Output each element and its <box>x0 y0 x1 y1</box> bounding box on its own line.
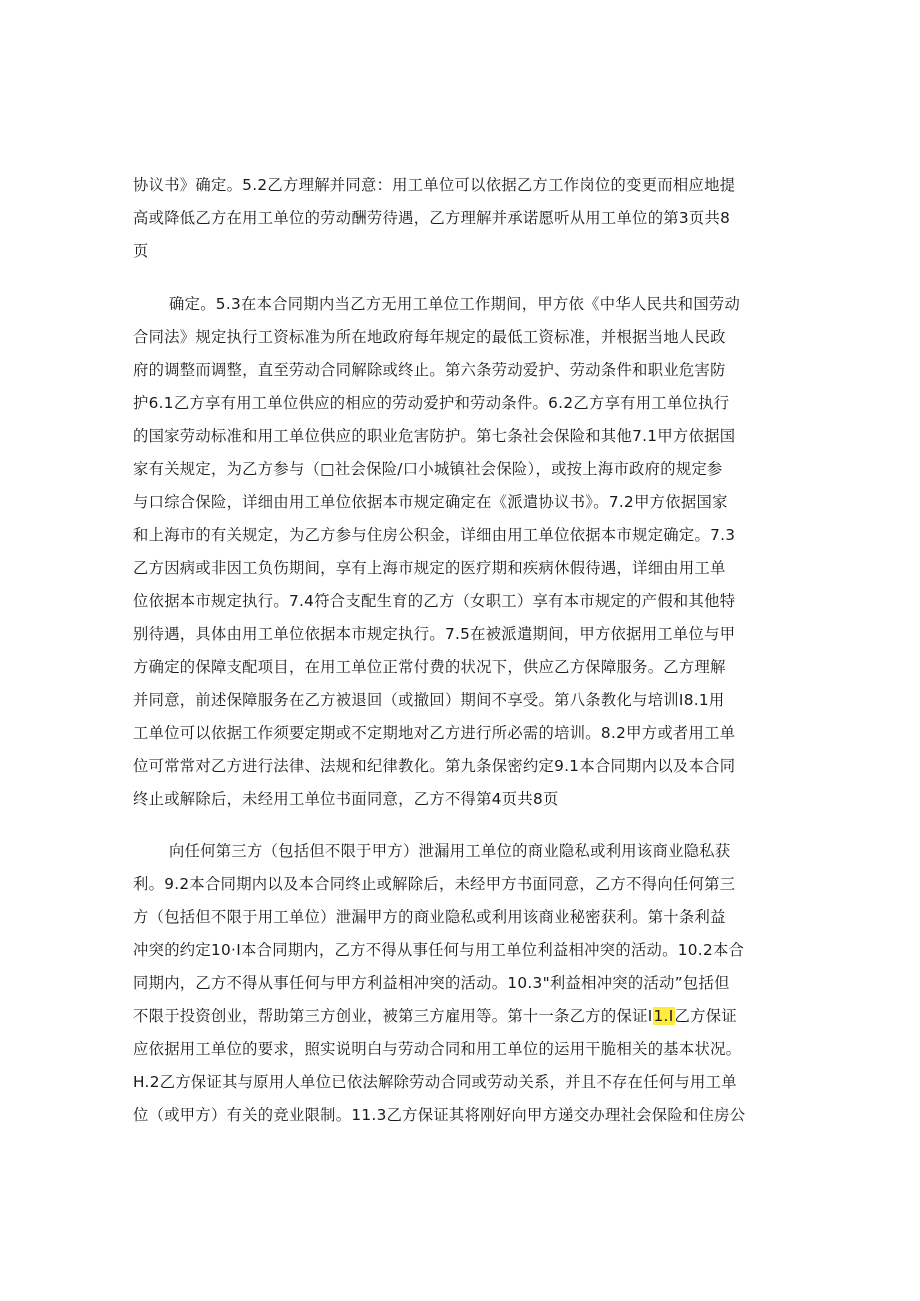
text-line-highlighted: 不限于投资创业，帮助第三方创业，被第三方雇用等。第十一条乙方的保证I1.I乙方保证 <box>133 1007 737 1025</box>
text-line: 向任何第三方（包括但不限于甲方）泄漏用工单位的商业隐私或利用该商业隐私获 <box>169 842 731 860</box>
text-line: 方确定的保障支配项目，在用工单位正常付费的状况下，供应乙方保障服务。乙方理解 <box>133 658 726 676</box>
text-line: 并同意，前述保障服务在乙方被退回（或撤回）期间不享受。第八条教化与培训I8.1用 <box>133 691 725 709</box>
text-line: 冲突的约定10·I本合同期内，乙方不得从事任何与用工单位利益相冲突的活动。10.2本合 <box>133 941 745 959</box>
text-line: 与口综合保险，详细由用工单位依据本市规定确定在《派遣协议书》。7.2甲方依据国家 <box>133 493 728 511</box>
text-line: 方（包括但不限于用工单位）泄漏甲方的商业隐私或利用该商业秘密获利。第十条利益 <box>133 908 726 926</box>
text-line: 工单位可以依据工作须要定期或不定期地对乙方进行所必需的培训。8.2甲方或者用工单 <box>133 724 736 742</box>
text-line: 利。9.2本合同期内以及本合同终止或解除后，未经甲方书面同意，乙方不得向任何第三 <box>133 875 736 893</box>
text-line: 位依据本市规定执行。7.4符合支配生育的乙方（女职工）享有本市规定的产假和其他特 <box>133 592 736 610</box>
text-line: 协议书》确定。5.2乙方理解并同意：用工单位可以依据乙方工作岗位的变更而相应地提 <box>133 176 736 194</box>
text-line: 合同法》规定执行工资标准为所在地政府每年规定的最低工资标准，并根据当地人民政 <box>133 328 726 346</box>
text-line: 府的调整而调整，直至劳动合同解除或终止。第六条劳动爱护、劳动条件和职业危害防 <box>133 361 726 379</box>
text-line: 家有关规定，为乙方参与（□社会保险/口小城镇社会保险），或按上海市政府的规定参 <box>133 460 723 478</box>
text-line: 护6.1乙方享有用工单位供应的相应的劳动爱护和劳动条件。6.2乙方享有用工单位执行 <box>133 394 730 412</box>
text-line: 高或降低乙方在用工单位的劳动酬劳待遇，乙方理解并承诺愿听从用工单位的第3页共8 <box>133 209 731 227</box>
text-line: 应依据用工单位的要求，照实说明白与劳动合同和用工单位的运用干脆相关的基本状况。 <box>133 1040 742 1058</box>
text-line: 页 <box>133 242 149 260</box>
text-line: 位可常常对乙方进行法律、法规和纪律教化。第九条保密约定9.1本合同期内以及本合同 <box>133 757 736 775</box>
text-line: 位（或甲方）有关的竞业限制。11.3乙方保证其将刚好向甲方递交办理社会保险和住房公 <box>133 1106 746 1124</box>
text-line: 别待遇，具体由用工单位依据本市规定执行。7.5在被派遣期间，甲方依据用工单位与甲 <box>133 625 736 643</box>
text-line: 乙方因病或非因工负伤期间，享有上海市规定的医疗期和疾病休假待遇，详细由用工单 <box>133 559 726 577</box>
text-line: 终止或解除后，未经用工单位书面同意，乙方不得第4页共8页 <box>133 790 559 808</box>
highlighted-text: 1.I <box>653 1007 674 1025</box>
text-line: 确定。5.3在本合同期内当乙方无用工单位工作期间，甲方依《中华人民共和国劳动 <box>169 295 741 313</box>
text-line: H.2乙方保证其与原用人单位已依法解除劳动合同或劳动关系，并且不存在任何与用工单 <box>133 1073 737 1091</box>
text-line: 和上海市的有关规定，为乙方参与住房公积金，详细由用工单位依据本市规定确定。7.3 <box>133 526 736 544</box>
text-line: 的国家劳动标准和用工单位供应的职业危害防护。第七条社会保险和其他7.1甲方依据国 <box>133 427 736 445</box>
text-line: 同期内，乙方不得从事任何与甲方利益相冲突的活动。10.3"利益相冲突的活动”包括但 <box>133 974 730 992</box>
